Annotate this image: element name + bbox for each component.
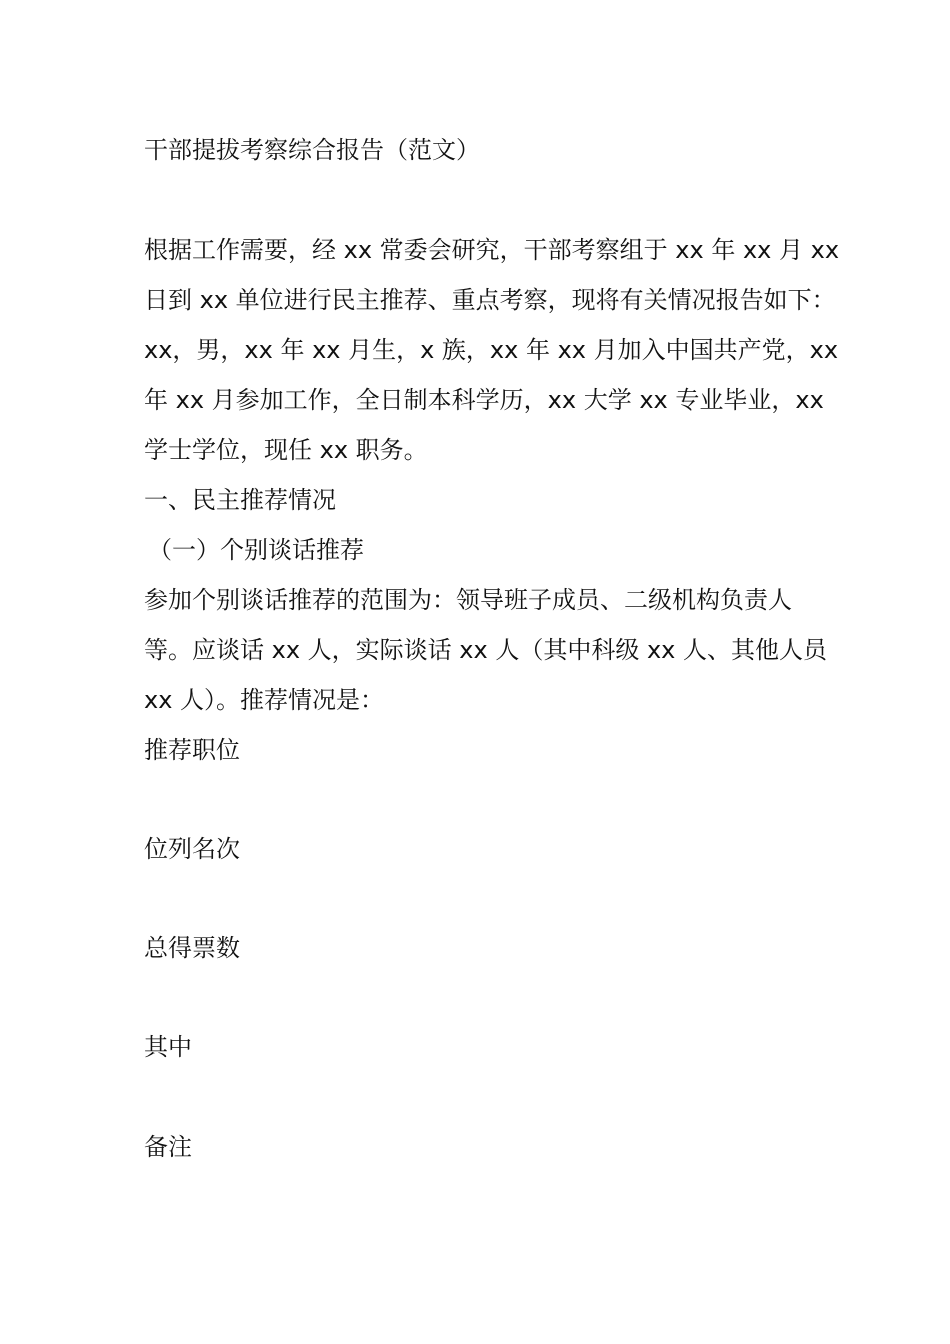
intro-line: xx，男，xx 年 xx 月生，x 族，xx 年 xx 月加入中国共产党，xx bbox=[144, 336, 839, 364]
document-title: 干部提拔考察综合报告（范文） bbox=[144, 136, 480, 164]
body-line: xx 人）。推荐情况是： bbox=[144, 686, 385, 714]
table-header-recommended-position: 推荐职位 bbox=[144, 736, 240, 764]
intro-line: 日到 xx 单位进行民主推荐、重点考察，现将有关情况报告如下： bbox=[144, 286, 836, 314]
table-header-rank: 位列名次 bbox=[144, 835, 240, 863]
intro-line: 学士学位，现任 xx 职务。 bbox=[144, 436, 428, 464]
table-header-total-votes: 总得票数 bbox=[144, 934, 240, 962]
intro-line: 年 xx 月参加工作，全日制本科学历，xx 大学 xx 专业毕业，xx bbox=[144, 386, 824, 414]
subsection-heading: （一）个别谈话推荐 bbox=[148, 536, 364, 564]
table-header-remarks: 备注 bbox=[144, 1133, 192, 1161]
body-line: 参加个别谈话推荐的范围为：领导班子成员、二级机构负责人 bbox=[144, 586, 792, 614]
intro-line: 根据工作需要，经 xx 常委会研究，干部考察组于 xx 年 xx 月 xx bbox=[144, 236, 840, 264]
body-line: 等。应谈话 xx 人，实际谈话 xx 人（其中科级 xx 人、其他人员 bbox=[144, 636, 827, 664]
section-heading: 一、民主推荐情况 bbox=[144, 486, 336, 514]
table-header-breakdown: 其中 bbox=[144, 1033, 192, 1061]
